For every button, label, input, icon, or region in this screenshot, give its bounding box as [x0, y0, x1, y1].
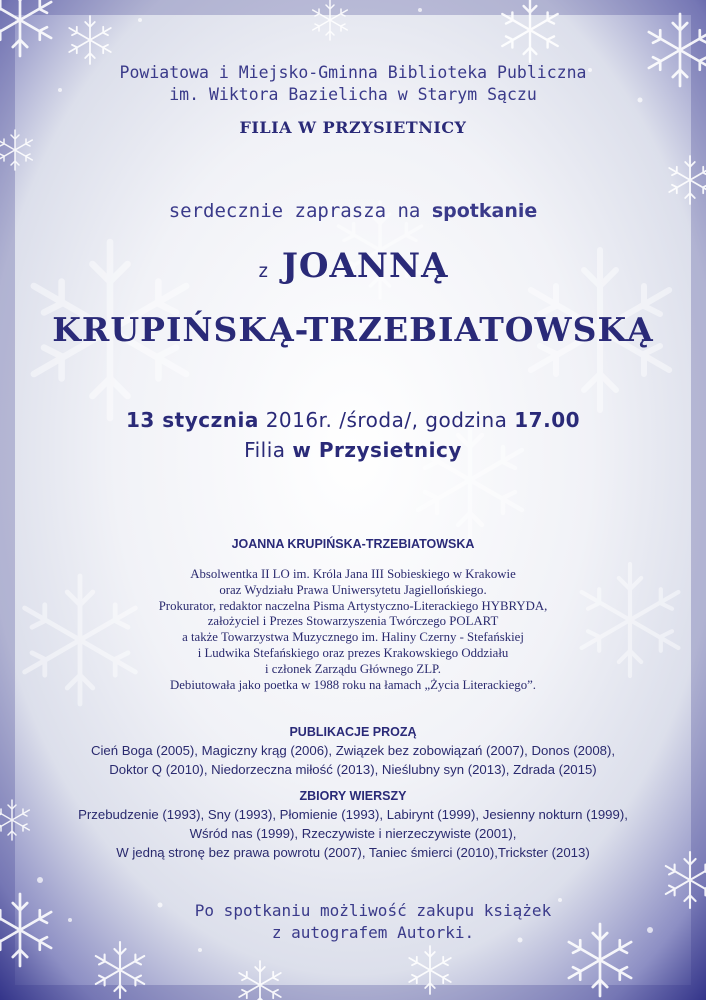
invitation-lead-bold: spotkanie [431, 200, 538, 222]
bio-line: a także Towarzystwa Muzycznego im. Haliny Czerny - Stefańskiej [182, 630, 524, 645]
prose-list [0, 741, 706, 779]
prose-line: Cień Boga (2005), Magiczny krąg (2006), Związek bez zobowiązań (2007), Donos (2008), [90, 743, 616, 758]
bio-line: Debiutowała jako poetka w 1988 roku na łamach „Życia Literackiego”. [170, 677, 536, 692]
event-date-line [0, 408, 706, 432]
event-date: 13 stycznia [125, 408, 259, 432]
bio-text [0, 567, 706, 693]
branch-name: FILIA W PRZYSIETNICY [239, 118, 467, 137]
invitation-line [0, 200, 706, 222]
library-name-line2: im. Wiktora Bazielicha w Starym Sączu [169, 85, 537, 104]
event-time: 17.00 [514, 408, 581, 432]
poems-line: Wśród nas (1999), Rzeczywiste i nierzeczywiste (2001), [189, 826, 517, 841]
guest-last-name: KRUPIŃSKĄ-TRZEBIATOWSKĄ [52, 310, 654, 349]
invitation-lead: serdecznie zaprasza na [168, 200, 421, 222]
event-place-line [0, 438, 706, 462]
guest-first-name: JOANNĄ [281, 246, 449, 286]
poems-list [0, 805, 706, 862]
library-name-line1: Powiatowa i Miejsko-Gminna Biblioteka Publiczna [119, 63, 587, 82]
guest-first-name-line [0, 246, 706, 286]
event-place: w Przysietnicy [292, 438, 462, 462]
prose-line: Doktor Q (2010), Niedorzeczna miłość (2013), Nieślubny syn (2013), Zdrada (2015) [109, 762, 597, 777]
closing-line2: z autografem Autorki. [271, 923, 475, 942]
bio-line: oraz Wydziału Prawa Uniwersytetu Jagiellońskiego. [219, 582, 487, 597]
bio-heading: JOANNA KRUPIŃSKA-TRZEBIATOWSKA [231, 537, 475, 551]
bio-line: Absolwentka II LO im. Króla Jana III Sobieskiego w Krakowie [190, 567, 516, 581]
bio-line: Prokurator, redaktor naczelna Pisma Artystyczno-Literackiego HYBRYDA, [158, 598, 548, 613]
closing-line1: Po spotkaniu możliwość zakupu książek [194, 901, 552, 920]
event-place-prefix: Filia [244, 438, 286, 462]
bio-line: założyciel i Prezes Stowarzyszenia Twórczego POLART [207, 614, 499, 629]
poems-line: Przebudzenie (1993), Sny (1993), Płomienie (1993), Labirynt (1999), Jesienny nokturn (1999), [78, 807, 628, 822]
prose-heading: PUBLIKACJE PROZĄ [289, 725, 417, 739]
poems-heading: ZBIORY WIERSZY [299, 789, 407, 803]
poems-line: W jedną stronę bez prawa powrotu (2007), Taniec śmierci (2010),Trickster (2013) [116, 845, 590, 860]
bio-line: i członek Zarządu Głównego ZLP. [265, 661, 441, 676]
invitation-z: z [257, 260, 269, 282]
bio-line: i Ludwika Stefańskiego oraz prezes Krakowskiego Oddziału [197, 645, 509, 660]
event-date-rest: 2016r. /środa/, godzina [265, 408, 508, 432]
